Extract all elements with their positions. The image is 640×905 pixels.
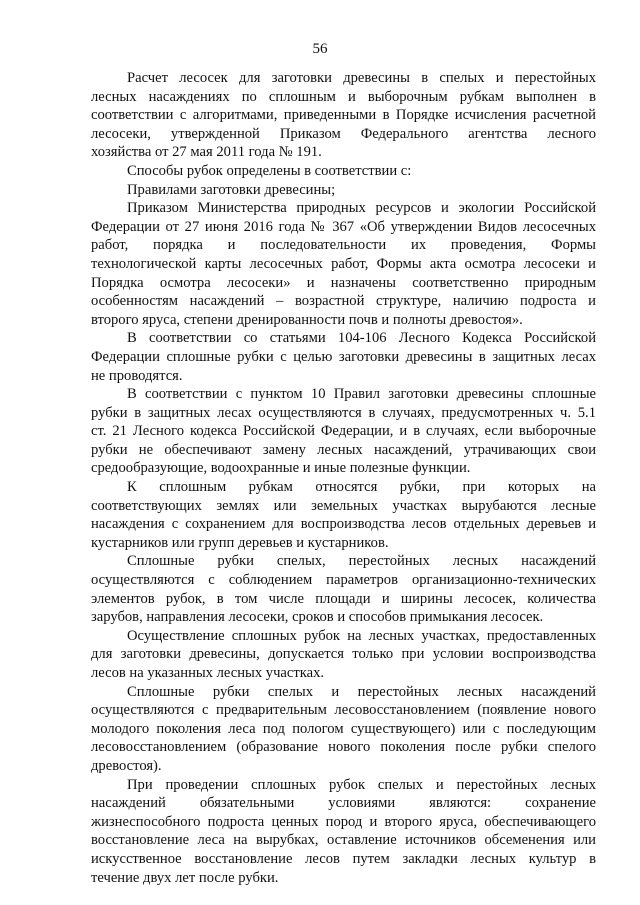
text-line: средообразующие, водоохранные и иные полезные функции.: [91, 460, 471, 477]
text-line: В соответствии со статьями 104-106 Лесного Кодекса Российской: [127, 330, 596, 347]
text-line: ст. 21 Лесного кодекса Российской Федерации, и в случаях, если выборочные: [91, 423, 596, 440]
text-line: второго яруса, степени дренированности почв и полноты древостоя».: [91, 311, 523, 328]
text-line: Способы рубок определены в соответствии с:: [127, 162, 412, 179]
text-line: Сплошные рубки спелых, перестойных лесных насаждений: [127, 553, 596, 570]
text-line: Расчет лесосек для заготовки древесины в спелых и перестойных: [127, 70, 596, 86]
text-line: лесов на указанных лесных участках.: [91, 665, 325, 681]
paragraph: [91, 776, 596, 888]
text-line: искусственное восстановление лесов путем закладки лесных культур в: [91, 850, 596, 867]
text-line: Приказом Министерства природных ресурсов и экологии Российской: [127, 200, 596, 217]
text-line: осуществляются с предварительным лесовосстановлением (появление нового: [91, 702, 596, 719]
paragraph: [91, 181, 596, 200]
text-line: Федерации сплошные рубки с целью заготовки древесины в защитных лесах: [91, 348, 596, 365]
text-line: насаждений обязательными условиями являются: сохранение: [91, 795, 596, 812]
text-line: элементов рубок, в том числе площади и ширины лесосек, количества: [91, 590, 596, 607]
text-line: особенностям насаждений – возрастной структуре, наличию подроста и: [91, 293, 596, 310]
text-line: древостоя).: [91, 757, 162, 774]
text-line: лесосеки, утвержденной Приказом Федерального агентства лесного: [91, 125, 596, 142]
document-body: [91, 69, 596, 887]
text-line: К сплошным рубкам относятся рубки, при которых на: [127, 479, 596, 496]
text-line: не проводятся.: [91, 367, 183, 384]
paragraph: [91, 329, 596, 385]
text-line: лесных насаждениях по сплошным и выборочным рубкам выполнен в: [91, 88, 596, 105]
text-line: соответствии с алгоритмами, приведенными в Порядке исчисления расчетной: [91, 107, 596, 124]
text-line: технологической карты лесосечных работ, Формы акта осмотра лесосеки и: [91, 255, 596, 272]
text-line: Сплошные рубки спелых и перестойных лесных насаждений: [127, 683, 596, 700]
text-line: Порядка осмотра лесосеки» и назначены соответственно природным: [91, 274, 596, 291]
text-line: для заготовки древесины, допускается только при условии воспроизводства: [91, 646, 596, 663]
text-line: восстановление леса на вырубках, оставление источников обсеменения или: [91, 832, 596, 849]
text-line: работ, порядка и последовательности их проведения, Формы: [91, 237, 596, 254]
text-line: соответствующих землях или земельных участках вырубаются лесные: [91, 497, 596, 514]
text-line: рубки не обеспечивают замену лесных насаждений, утрачивающих свои: [91, 441, 596, 458]
paragraph: [91, 683, 596, 776]
text-line: При проведении сплошных рубок спелых и перестойных лесных: [127, 776, 596, 793]
text-line: Федерации от 27 июня 2016 года № 367 «Об утверждении Видов лесосечных: [91, 218, 596, 235]
text-line: осуществляются с соблюдением параметров организационно-технических: [91, 572, 596, 589]
text-line: В соответствии с пунктом 10 Правил заготовки древесины сплошные: [127, 386, 596, 403]
paragraph: [91, 385, 596, 478]
page-number: 56: [312, 41, 328, 57]
text-line: Осуществление сплошных рубок на лесных участках, предоставленных: [127, 627, 596, 644]
text-line: жизнеспособного подроста ценных пород и второго яруса, обеспечивающего: [91, 813, 596, 830]
text-line: течение двух лет после рубки.: [91, 869, 279, 886]
paragraph: [91, 627, 596, 683]
text-line: Правилами заготовки древесины;: [127, 181, 336, 198]
paragraph: [91, 552, 596, 626]
text-line: насаждения с сохранением для воспроизводства лесов отдельных деревьев и: [91, 516, 596, 533]
text-line: рубки в защитных лесах осуществляются в случаях, предусмотренных ч. 5.1: [91, 404, 596, 421]
paragraph: [91, 478, 596, 552]
paragraph: [91, 162, 596, 181]
paragraph: [91, 69, 596, 162]
text-line: лесовосстановлением (образование нового поколения после рубки спелого: [91, 739, 596, 756]
paragraph: [91, 199, 596, 329]
text-line: кустарников или групп деревьев и кустарников.: [91, 534, 389, 551]
text-line: молодого поколения леса под пологом существующего) или с последующим: [91, 720, 596, 737]
text-line: зарубов, направления лесосеки, сроков и способов примыкания лесосек.: [91, 609, 544, 626]
text-line: хозяйства от 27 мая 2011 года № 191.: [91, 144, 322, 161]
